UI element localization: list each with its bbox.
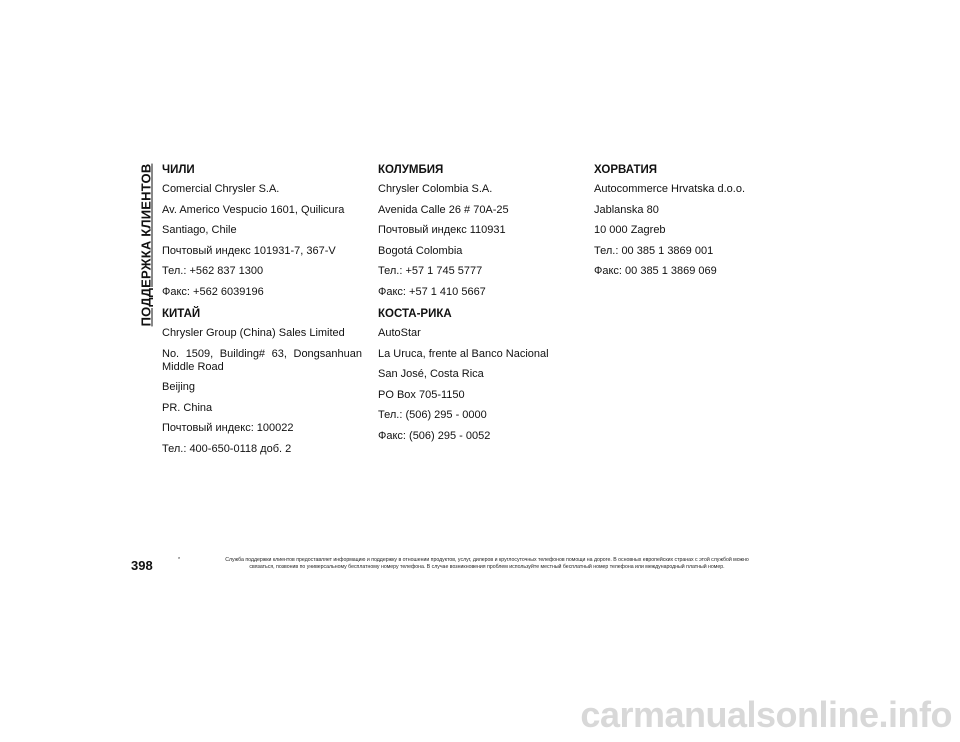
postal-code: Почтовый индекс: 100022 [162,422,294,434]
city-line: Santiago, Chile [162,224,237,236]
contact-column-3 [594,162,794,286]
page-number: 398 [131,558,153,573]
street-address: La Uruca, frente al Banco Nacional [378,347,549,360]
city-line: Bogotá Colombia [378,244,463,257]
fax-number: Факс: +57 1 410 5667 [378,285,486,298]
phone-number: Тел.: 400-650-0118 доб. 2 [162,442,292,455]
company-name: AutoStar [378,327,421,339]
footnote-line-2: связаться, позвонив по универсальному бесплатному номеру телефона. В случае возникновения проблем используйте местный бесплатный номер телефона или международный платный номер. [249,564,725,570]
country-heading: КОСТА-РИКА [378,308,452,320]
company-name: Autocommerce Hrvatska d.o.o. [594,183,746,195]
side-section-title [136,163,156,326]
country-heading: ХОРВАТИЯ [594,164,658,176]
po-box: PO Box 705-1150 [378,388,465,401]
phone-number: Тел.: 00 385 1 3869 001 [594,244,714,257]
footnote-line-1: Служба поддержки клиентов предоставляет информацию и поддержку в отношении продуктов, услуг, дилеров и круглосуточных телефонов помощи на дороге. В основных европейских странах с этой службой можно [225,557,749,563]
footnote [178,557,796,571]
postal-code: Почтовый индекс 110931 [378,224,506,236]
street-address: Jablanska 80 [594,203,659,216]
city-line: 10 000 Zagreb [594,224,666,236]
fax-number: Факс: 00 385 1 3869 069 [594,265,717,277]
country-heading: КОЛУМБИЯ [378,164,444,176]
country-heading: ЧИЛИ [162,164,195,176]
street-address: Av. Americo Vespucio 1601, Quilicura [162,203,345,216]
phone-number: Тел.: +57 1 745 5777 [378,265,483,277]
footnote-marker: * [178,557,181,563]
watermark: carmanualsonline.info [580,694,952,735]
country-line: PR. China [162,401,213,414]
country-section-china [162,306,362,456]
contact-column-2 [378,162,578,450]
company-name: Chrysler Group (China) Sales Limited [162,327,345,339]
street-address: No. 1509, Building# 63, Dongsanhuan Middle Road [162,347,362,373]
country-section-chile [162,162,362,299]
phone-number: Тел.: (506) 295 - 0000 [378,409,487,421]
fax-number: Факс: (506) 295 - 0052 [378,429,491,442]
street-address: Avenida Calle 26 # 70A-25 [378,203,509,216]
fax-number: Факс: +562 6039196 [162,285,264,298]
country-section-colombia [378,162,578,299]
country-section-croatia [594,162,794,278]
country-section-costa-rica [378,306,578,443]
side-section-title-text: ПОДДЕРЖКА КЛИЕНТОВ [138,163,154,326]
city-line: San José, Costa Rica [378,368,484,380]
phone-number: Тел.: +562 837 1300 [162,265,264,277]
company-name: Comercial Chrysler S.A. [162,183,280,195]
company-name: Chrysler Colombia S.A. [378,183,493,195]
city-line: Beijing [162,381,196,393]
country-heading: КИТАЙ [162,308,201,320]
contact-column-1 [162,162,362,463]
postal-code: Почтовый индекс 101931-7, 367-V [162,244,336,257]
